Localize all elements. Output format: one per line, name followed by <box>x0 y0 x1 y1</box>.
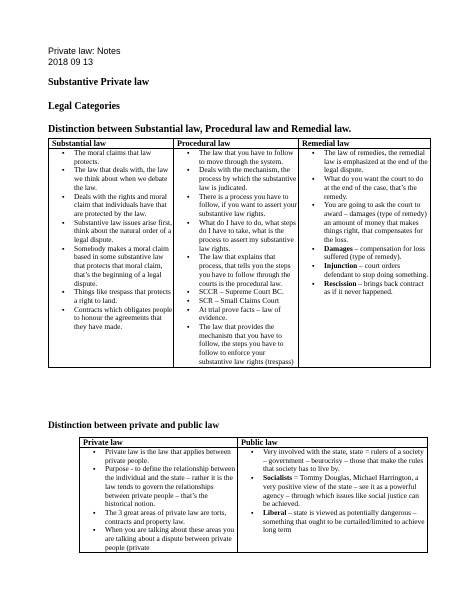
term-liberal: Liberal <box>263 507 287 517</box>
list-item: ▪ Things like trespass that protects a right to land. <box>49 288 173 305</box>
public-list <box>238 448 427 535</box>
list-item-text: – compensation for loss suffered (type of remedy). <box>324 243 426 262</box>
list-item-text: – brings back contract as if it never happened. <box>324 278 424 297</box>
list-item <box>299 175 430 201</box>
private-public-body-row <box>80 448 428 553</box>
col-header-substantial: Substantial law <box>49 139 174 149</box>
col-header-private: Private law <box>80 438 238 448</box>
remedial-cell <box>299 149 431 368</box>
private-cell <box>80 448 238 553</box>
list-item: ▪ Contracts which obligates people to honour the agreements that they have made. <box>49 306 173 332</box>
list-item: ▪ The 3 great areas of private law are torts, contracts and property law. <box>80 509 237 526</box>
list-item <box>238 509 427 535</box>
distinction-heading: Distinction between Substantial law, Procedural law and Remedial law. <box>48 124 352 135</box>
list-item: ▪ Private law is the law that applies between private people. <box>80 448 237 465</box>
list-item-text: The law of remedies, the remedial law is emphasized at the end of the legal dispute. <box>324 148 428 175</box>
private-list <box>80 448 237 552</box>
substantial-list <box>49 149 173 332</box>
term-rescission: Rescission <box>324 278 357 288</box>
law-types-table <box>48 138 431 368</box>
list-item <box>299 149 430 175</box>
list-item <box>299 262 430 279</box>
list-item-text: – state is viewed as potentially dangerous – something that ought to be curtailed/limited to achieve long term <box>263 507 425 535</box>
notes-title: Private law: Notes <box>48 46 121 56</box>
list-item <box>238 448 427 474</box>
list-item: ▪ Deals with the mechanism, the process by which the substantive law is judicated. <box>174 166 298 192</box>
list-item: ▪ Somebody makes a moral claim based in some substantive law that protects that moral claim, that’s the beginning of a legal dispute. <box>49 245 173 289</box>
list-item: ▪ When you are talking about these areas you are talking about a dispute between private people (private <box>80 526 237 552</box>
list-item <box>299 245 430 262</box>
list-item: ▪ The moral claims that law protects. <box>49 149 173 166</box>
list-item <box>238 474 427 509</box>
procedural-list <box>174 149 298 367</box>
col-header-public: Public law <box>238 438 428 448</box>
list-item-text: Very involved with the state, state = rulers of a society – government – beurocrisy – those that make the rules that society has to live by. <box>263 447 424 474</box>
public-cell <box>238 448 428 553</box>
list-item-text: = Tommy Douglas, Michael Harrington, a very positive view of the state – see it as a powerful agency – through which issues like social justice can be achieved. <box>263 473 419 509</box>
list-item: ▪ SCR – Small Claims Court <box>174 297 298 306</box>
private-public-table <box>79 437 428 553</box>
list-item: ▪ Substantive law issues arise first, think about the natural order of a legal dispute. <box>49 219 173 245</box>
list-item: ▪ At trial prove facts – law of evidence. <box>174 306 298 323</box>
list-item: ▪ The law that you have to follow to move through the system. <box>174 149 298 166</box>
col-header-remedial: Remedial law <box>299 139 431 149</box>
term-injunction: Injunction <box>324 261 358 271</box>
list-item: ▪ Deals with the rights and moral claim that individuals have that are protected by the law. <box>49 193 173 219</box>
term-socialists: Socialists <box>263 473 293 483</box>
list-item: ▪ SCCR – Supreme Court BC. <box>174 288 298 297</box>
procedural-cell <box>174 149 299 368</box>
list-item <box>299 201 430 245</box>
list-item: ▪ There is a process you have to follow, if you want to assert your substantive law rights. <box>174 193 298 219</box>
list-item: ▪ The law that deals with, the law we think about when we debate the law. <box>49 166 173 192</box>
private-public-heading: Distinction between private and public law <box>48 421 220 431</box>
list-item: ▪ Purpose - to define the relationship between the individual and the state – rather it is the law tends to govern the relationships between private people – that’s the historical notion. <box>80 465 237 509</box>
list-item: ▪ The law that provides the mechanism that you have to follow, the steps you have to follow to enforce your substantive law rights (trespass) <box>174 323 298 367</box>
list-item-text: What do you want the court to do at the end of the case, that’s the remedy. <box>324 174 424 201</box>
term-damages: Damages <box>324 243 353 253</box>
notes-date: 2018 09 13 <box>48 57 94 67</box>
legal-categories-heading: Legal Categories <box>48 101 120 112</box>
law-types-header-row <box>49 139 431 149</box>
law-types-body-row <box>49 149 431 368</box>
section-heading: Substantive Private law <box>48 77 150 88</box>
col-header-procedural: Procedural law <box>174 139 299 149</box>
remedial-list <box>299 149 430 297</box>
list-item <box>299 280 430 297</box>
substantial-cell <box>49 149 174 368</box>
list-item: ▪ The law that explains that process, that tells you the steps you have to follow through the courts is the procedural law. <box>174 253 298 288</box>
list-item: ▪ What do I have to do, what steps do I have to take, what is the process to assert my substantive law rights. <box>174 219 298 254</box>
list-item-text: – court orders defendant to stop doing something. <box>324 261 429 279</box>
private-public-header-row <box>80 438 428 448</box>
list-item-text: You are going to ask the court to award – damages (type of remedy) an amount of money that makes things right, that compensates for the loss. <box>324 200 427 245</box>
